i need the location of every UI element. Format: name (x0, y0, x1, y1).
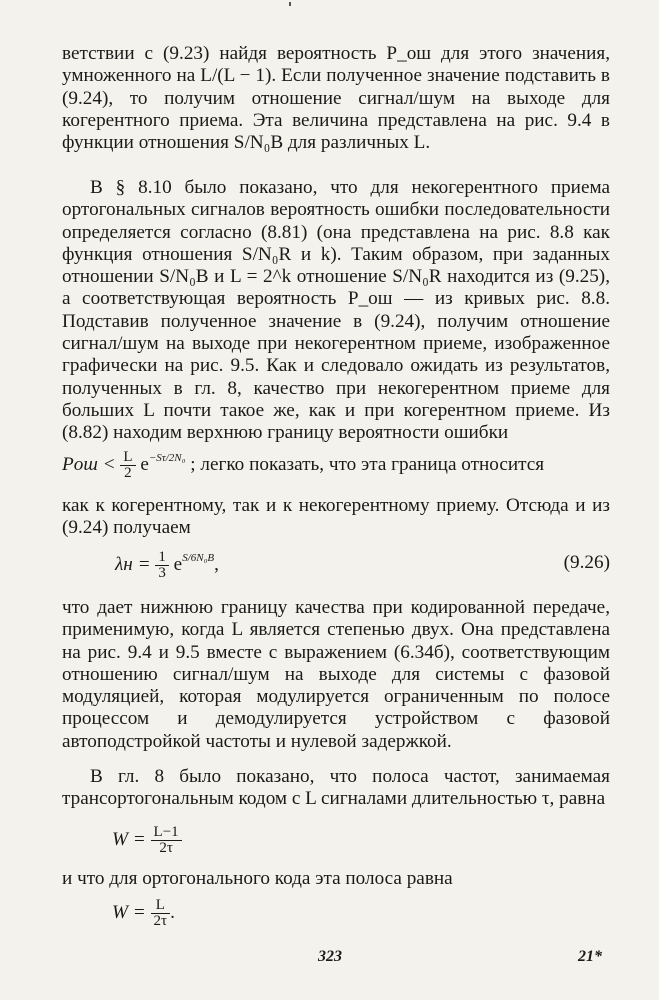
eq926-tail: , (214, 553, 219, 575)
bound-text: ; легко показать, что эта граница относится (190, 453, 545, 475)
bound-exp-num: Sτ (156, 451, 166, 464)
eqw1-fraction-num: L−1 (151, 825, 182, 841)
eq926-lhs: λн = (115, 553, 151, 575)
bound-fraction-den: 2 (124, 465, 132, 481)
eqw1-lhs: W = (112, 828, 146, 850)
inline-bound-line (62, 450, 544, 481)
page-number: 323 (318, 948, 342, 965)
eq926-exp-num: S (182, 551, 188, 564)
eq926-fraction-den: 3 (158, 565, 166, 581)
bound-exp-den: 2N₀ (168, 451, 186, 464)
eq926-exp-den: 6N₀B (190, 551, 215, 564)
paragraph-6 (62, 868, 453, 890)
paragraph-1 (62, 43, 610, 154)
bound-lhs: Pош < (62, 453, 116, 475)
paragraph-6-text: и что для ортогонального кода эта полоса равна (62, 868, 453, 889)
eqw2-fraction-den: 2τ (153, 913, 168, 929)
eq926-fraction (155, 550, 169, 581)
paragraph-2 (62, 177, 610, 445)
eqw2-fraction-num: L (151, 898, 171, 914)
paragraph-4-text: что дает нижнюю границу качества при кодированной передаче, применимую, когда L является степенью двух. Она представлена на рис. 9.4 и 9.5 вместе с выражением (6.34б), соответствующим отношению сигнал/шум на выходе для системы с фазовой модуляцией, которая модулируется ограниченным по полосе процессом и демодулируется устройством с фазовой автоподстройкой частоты и нулевой задержкой. (62, 597, 610, 752)
eq926-fraction-num: 1 (155, 550, 169, 566)
eqw2-fraction (151, 898, 171, 929)
eq926-exponent: S/6N₀B (182, 551, 215, 564)
paragraph-2-text: В § 8.10 было показано, что для некогерентного приема ортогональных сигналов вероятность ошибки последовательности определяется согласно (8.81) (она представлена на рис. 8.8 как функция отношения S/N₀R и k). Таким образом, при заданных отношении S/N₀B и L = 2^k отношение S/N₀R находится из (9.25), а соответствующая вероятность P_ош — из кривых рис. 8.8. Подставив полученное значение в (9.24), получим отношение сигнал/шум на выходе при некогерентном приеме, изображенное графически на рис. 9.5. Как и следовало ожидать из результатов, полученных в гл. 8, качество при некогерентном приеме для больших L почти такое же, как и при когерентном приеме. Из (8.82) находим верхнюю границу вероятности ошибки (62, 177, 610, 444)
bound-exp-base: e (140, 453, 149, 475)
signature-mark: 21* (578, 948, 602, 965)
paragraph-3 (62, 495, 610, 540)
paragraph-4 (62, 597, 610, 753)
equation-9-26 (115, 550, 219, 581)
paragraph-5 (62, 766, 610, 811)
bound-fraction-num: L (120, 450, 135, 466)
equation-number: (9.26) (563, 552, 610, 573)
equation-w-transorthogonal (112, 825, 182, 856)
scan-mark (289, 2, 291, 6)
bound-fraction (120, 450, 135, 481)
eqw1-fraction (151, 825, 182, 856)
eqw2-lhs: W = (112, 901, 146, 923)
paragraph-5-text: В гл. 8 было показано, что полоса частот, занимаемая трансортогональным кодом с L сигналами длительностью τ, равна (62, 766, 610, 810)
equation-w-orthogonal (112, 898, 175, 929)
paragraph-1-text: ветствии с (9.23) найдя вероятность P_ош для этого значения, умноженного на L/(L − 1). Если полученное значение подставить в (9.24), то получим отношение сигнал/шум на выходе для когерентного приема. Эта величина представлена на рис. 9.4 в функции отношения S/N₀B для различных L. (62, 43, 610, 154)
eqw1-fraction-den: 2τ (159, 840, 173, 856)
eqw2-tail: . (170, 901, 175, 923)
bound-exponent: −Sτ/2N₀ (148, 451, 186, 464)
eq926-exp-base: e (173, 553, 183, 575)
paragraph-3-text: как к когерентному, так и к некогерентному приему. Отсюда и из (9.24) получаем (62, 495, 610, 539)
